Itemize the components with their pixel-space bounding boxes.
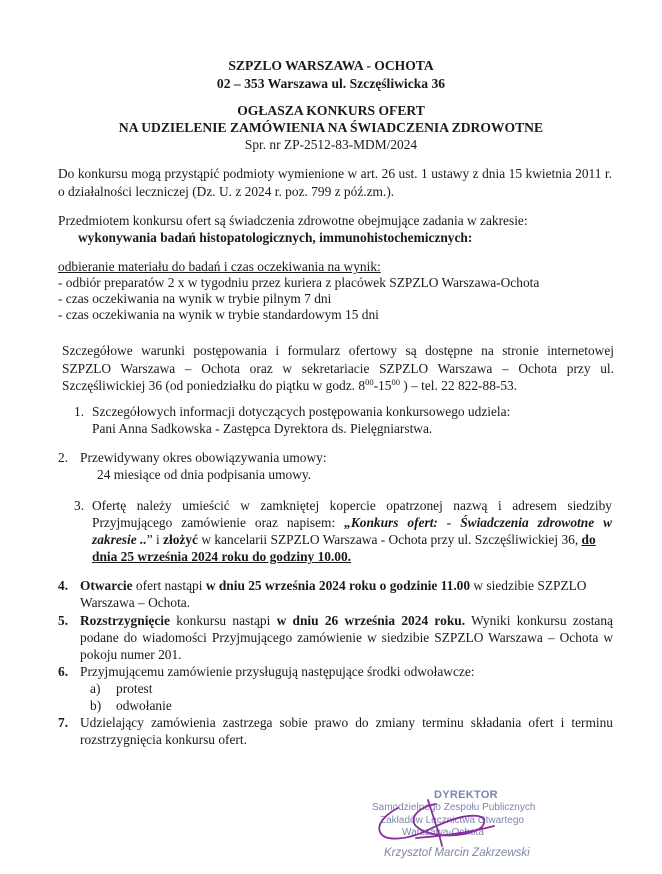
item-3-text: Przyjmującego zamówienie oraz napisem:: [92, 515, 345, 530]
organization-address: 02 – 353 Warszawa ul. Szczęśliwicka 36: [216, 76, 446, 91]
item-number: 1.: [74, 404, 85, 419]
item-1-line-1: Szczegółowych informacji dotyczących postępowania konkursowego udziela:: [92, 404, 511, 419]
item-3-envelope-label: „Konkurs ofert: - Świadczenia zdrowotne w: [344, 515, 612, 530]
case-number: Spr. nr ZP-2512-83-MDM/2024: [244, 137, 418, 152]
item-number: 5.: [58, 613, 69, 628]
item-3-line-1: Ofertę należy umieścić w zamkniętej kopercie opatrzonej nazwą i adresem siedziby: [92, 498, 612, 513]
subject-line: Przedmiotem konkursu ofert są świadczenia zdrowotne obejmujące zadania w zakresie:: [58, 213, 528, 228]
item-5-resolution-label: Rozstrzygnięcie: [80, 613, 170, 628]
item-3-line-3: [92, 531, 617, 550]
intro-line-2: o działalności leczniczej (Dz. U. z 2024 r. poz. 799 z póź.zm.).: [58, 184, 395, 199]
item-4-text: ofert nastąpi: [132, 578, 206, 593]
collection-item: - czas oczekiwania na wynik w trybie pilnym 7 dni: [58, 291, 332, 306]
item-1-contact-person: Pani Anna Sadkowska - Zastępca Dyrektora ds. Pielęgniarstwa.: [92, 421, 433, 436]
sub-item-label: b): [90, 698, 102, 713]
hours-end-minutes: 00: [391, 377, 400, 387]
item-number: 6.: [58, 664, 69, 679]
remedy-protest: protest: [116, 681, 153, 696]
item-4-location: w siedzibie SZPZLO: [470, 578, 587, 593]
announcement-subtitle: NA UDZIELENIE ZAMÓWIENIA NA ŚWIADCZENIA ZDROWOTNE: [118, 120, 544, 135]
collection-heading: odbieranie materiału do badań i czas oczekiwania na wynik:: [58, 259, 381, 274]
remedy-appeal: odwołanie: [116, 698, 172, 713]
subject-scope: wykonywania badań histopatologicznych, immunohistochemicznych:: [78, 230, 473, 245]
item-5-resolution-date: w dniu 26 września 2024 roku.: [276, 613, 466, 628]
item-2-contract-period: 24 miesiące od dnia podpisania umowy.: [97, 467, 312, 482]
item-number: 2.: [58, 450, 69, 465]
collection-item: - czas oczekiwania na wynik w trybie standardowym 15 dni: [58, 307, 379, 322]
conditions-phone: ) – tel. 22 822-88-53.: [399, 378, 518, 393]
announcement-title: OGŁASZA KONKURS OFERT: [237, 103, 425, 118]
item-4-line-1: [80, 577, 586, 596]
item-5-line-2: podane do wiadomości Przyjmującego zamówienie w siedzibie SZPZLO Warszawa – Ochota w: [80, 630, 613, 645]
item-4-line-2: Warszawa – Ochota.: [80, 595, 191, 610]
organization-name: SZPZLO WARSZAWA - OCHOTA: [228, 58, 434, 73]
item-number: 4.: [58, 578, 69, 593]
conditions-line-1: Szczegółowe warunki postępowania i formularz ofertowy są dostępne na stronie internetowej: [62, 343, 614, 358]
conditions-line-2: SZPZLO Warszawa – Ochota oraz w sekretariacie SZPZLO Warszawa – Ochota przy ul.: [62, 361, 614, 376]
item-3-text: ” i: [146, 532, 164, 547]
item-2-line-1: Przewidywany okres obowiązywania umowy:: [80, 450, 327, 465]
intro-line-1: Do konkursu mogą przystąpić podmioty wymienione w art. 26 ust. 1 ustawy z dnia 15 kwietnia 2011 r.: [58, 166, 612, 181]
item-number: 3.: [74, 498, 85, 513]
item-5-line-3: pokoju numer 201.: [80, 647, 182, 662]
stamp-title: DYREKTOR: [434, 789, 498, 801]
item-3-deadline: dnia 25 września 2024 roku do godziny 10.00.: [92, 549, 352, 564]
item-3-line-2: [92, 514, 612, 533]
item-4-opening-date: w dniu 25 września 2024 roku o godzinie 11.00: [205, 578, 471, 593]
item-4-opening-label: Otwarcie: [80, 578, 133, 593]
collection-item: - odbiór preparatów 2 x w tygodniu przez kuriera z placówek SZPZLO Warszawa-Ochota: [58, 275, 540, 290]
stamp-line-1: Samodzielnego Zespołu Publicznych: [372, 802, 536, 813]
item-3-envelope-label-end: zakresie ..: [92, 532, 147, 547]
stamp-line-3: Warszawa-Ochota: [402, 827, 484, 838]
hours-separator: -15: [373, 378, 392, 393]
conditions-hours-text: Szczęśliwickiej 36 (od poniedziałku do piątku w godz. 8: [62, 378, 366, 393]
item-5-results-text: Wyniki konkursu zostaną: [465, 613, 613, 628]
item-3-address: w kancelarii SZPZLO Warszawa - Ochota przy ul. Szczęśliwickiej 36,: [198, 532, 582, 547]
item-number: 7.: [58, 715, 69, 730]
hours-start-minutes: 00: [365, 377, 374, 387]
item-5-line-1: [80, 612, 613, 631]
item-5-text: konkursu nastąpi: [169, 613, 277, 628]
handwritten-signature: [368, 796, 538, 852]
item-7-line-2: rozstrzygnięcia konkursu ofert.: [80, 732, 247, 747]
conditions-line-3: [62, 377, 517, 396]
item-7-line-1: Udzielający zamówienia zastrzega sobie prawo do zmiany terminu składania ofert i terminu: [80, 715, 613, 730]
item-6-line-1: Przyjmującemu zamówienie przysługują następujące środki odwoławcze:: [80, 664, 475, 679]
stamp-line-2: Zakładów Lecznictwa Otwartego: [380, 815, 524, 826]
item-3-deadline-start: do: [581, 532, 596, 547]
stamp-director-name: Krzysztof Marcin Zakrzewski: [384, 847, 530, 859]
sub-item-label: a): [90, 681, 101, 696]
item-3-submit-word: złożyć: [163, 532, 198, 547]
